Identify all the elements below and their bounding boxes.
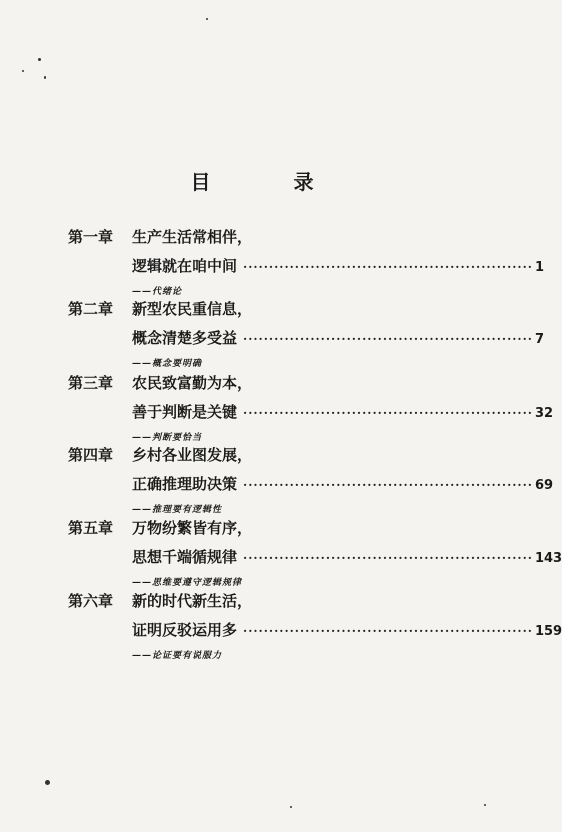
- chapter-title-line2: 思想千端循规律: [132, 548, 238, 566]
- chapter-title-line1: 生产生活常相伴，: [132, 228, 253, 246]
- page-title: 目 录: [190, 170, 352, 194]
- scan-speck: [45, 780, 50, 785]
- chapter-title-line1: 万物纷繁皆有序，: [132, 519, 253, 537]
- chapter-subtitle: ——概念要明确: [132, 359, 203, 369]
- chapter-title-line1: 新型农民重信息，: [132, 300, 253, 318]
- chapter-label: 第六章: [68, 592, 114, 610]
- chapter-subtitle: ——代绪论: [132, 287, 183, 297]
- dot-leader: ························································: [243, 551, 533, 565]
- chapter-label: 第五章: [68, 519, 114, 537]
- scan-speck: [38, 58, 41, 61]
- toc-entry-1[interactable]: [68, 226, 545, 297]
- chapter-title-line2: 逻辑就在咱中间: [132, 257, 238, 275]
- chapter-title-line2: 善于判断是关键: [132, 403, 238, 421]
- chapter-title-line1: 乡村各业图发展，: [132, 446, 253, 464]
- toc-entry-3[interactable]: [68, 372, 554, 443]
- chapter-label: 第一章: [68, 228, 114, 246]
- toc-entry-4[interactable]: [68, 444, 554, 515]
- page-number: 159: [534, 624, 562, 639]
- scan-speck: [290, 806, 292, 808]
- page-number: 32: [534, 406, 554, 421]
- chapter-title-line1: 农民致富勤为本，: [132, 374, 253, 392]
- page-number: 143: [534, 551, 562, 566]
- chapter-title-line2: 正确推理助决策: [132, 475, 238, 493]
- page-number: 7: [534, 332, 545, 347]
- chapter-label: 第三章: [68, 374, 114, 392]
- toc-entry-5[interactable]: [68, 517, 562, 588]
- page-number: 1: [534, 260, 545, 275]
- dot-leader: ························································: [243, 478, 533, 492]
- chapter-label: 第四章: [68, 446, 114, 464]
- scan-speck: [44, 76, 46, 79]
- chapter-title-line2: 概念清楚多受益: [132, 329, 238, 347]
- page-number: 69: [534, 478, 554, 493]
- scan-speck: [22, 70, 24, 72]
- dot-leader: ························································: [243, 406, 533, 420]
- toc-entry-6[interactable]: [68, 590, 562, 661]
- chapter-subtitle: ——论证要有说服力: [132, 651, 223, 661]
- chapter-subtitle: ——判断要恰当: [132, 433, 203, 443]
- dot-leader: ························································: [243, 624, 533, 638]
- scan-speck: [206, 18, 208, 20]
- toc-entry-2[interactable]: [68, 298, 545, 369]
- dot-leader: ························································: [243, 260, 533, 274]
- chapter-title-line1: 新的时代新生活，: [132, 592, 253, 610]
- chapter-label: 第二章: [68, 300, 114, 318]
- chapter-subtitle: ——思维要遵守逻辑规律: [132, 578, 243, 588]
- chapter-title-line2: 证明反驳运用多: [132, 621, 238, 639]
- chapter-subtitle: ——推理要有逻辑性: [132, 505, 223, 515]
- scan-speck: [484, 804, 486, 806]
- dot-leader: ························································: [243, 332, 533, 346]
